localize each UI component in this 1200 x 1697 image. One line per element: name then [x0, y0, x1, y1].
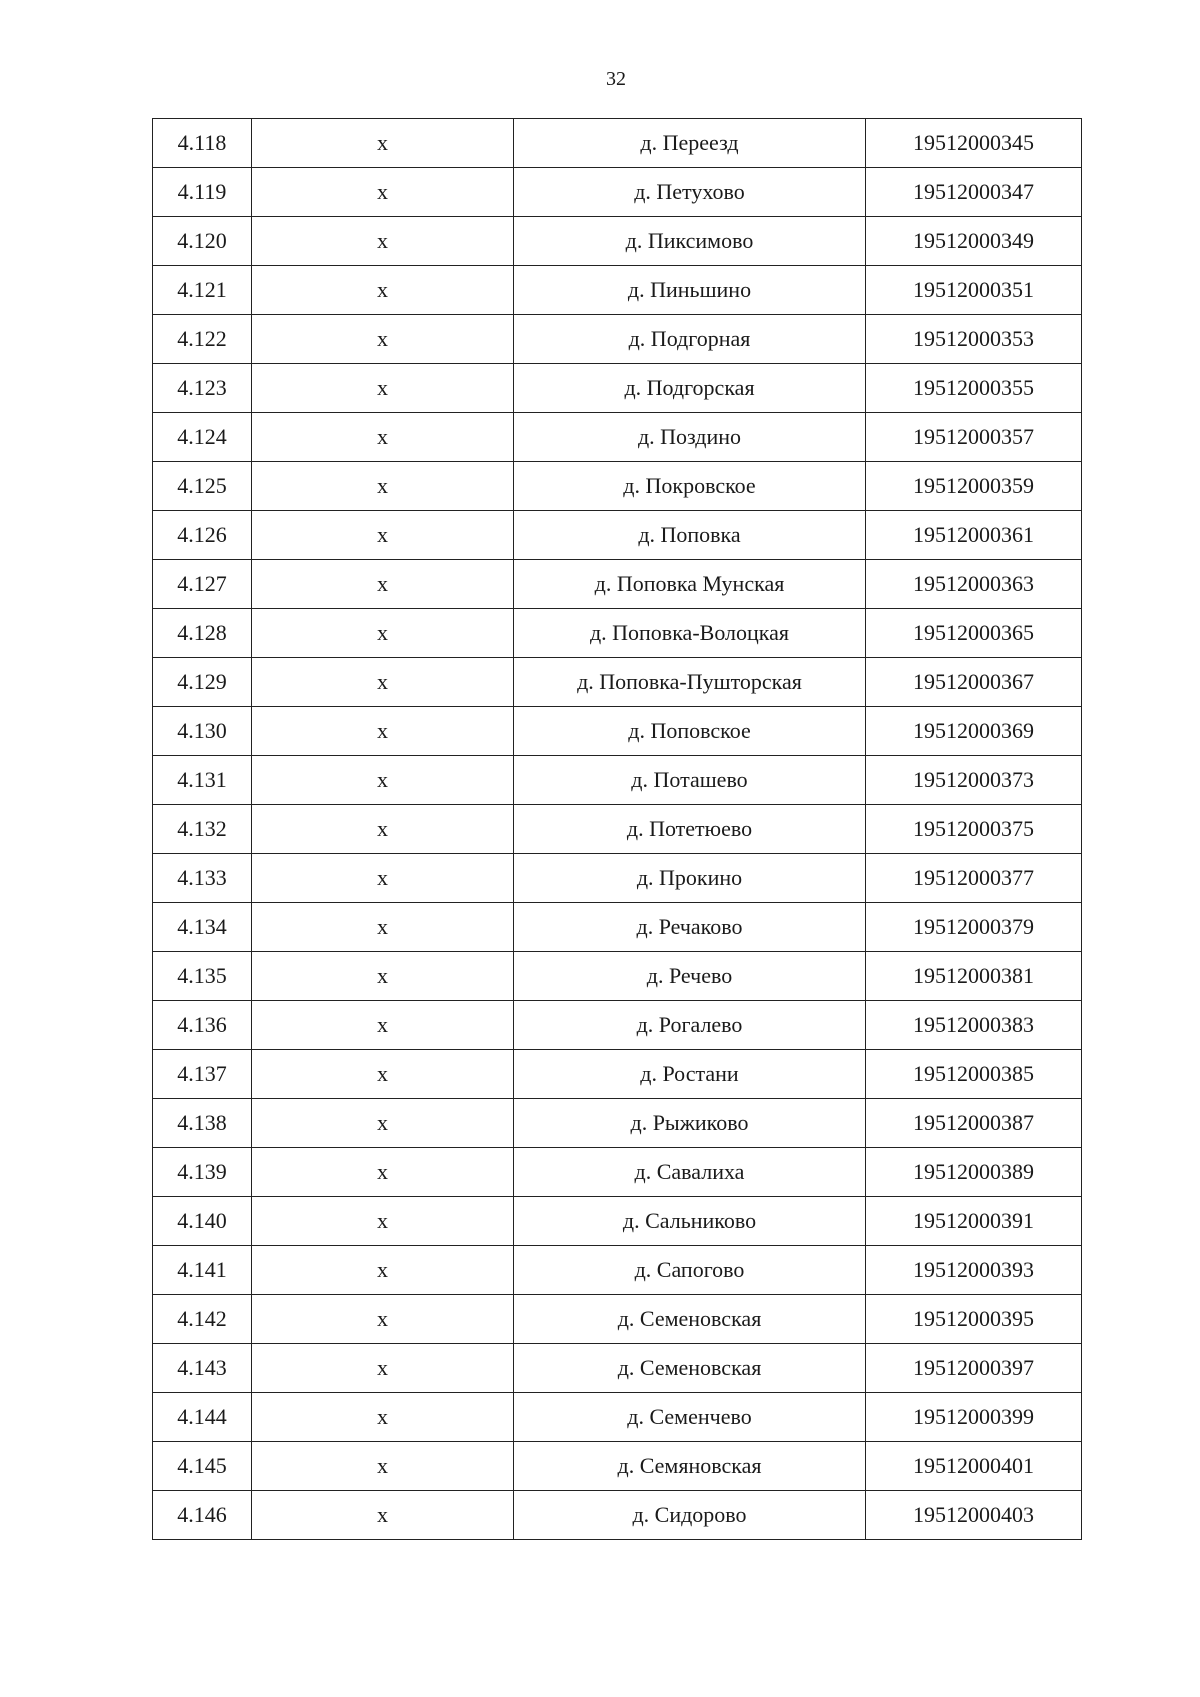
row-number-cell: 4.138 — [153, 1099, 252, 1148]
table-row — [153, 707, 1082, 756]
table-row — [153, 1295, 1082, 1344]
mark-cell: х — [252, 1001, 514, 1050]
settlement-name-cell: д. Поповка Мунская — [514, 560, 866, 609]
table-row — [153, 364, 1082, 413]
oktmo-code-cell: 19512000359 — [866, 462, 1082, 511]
oktmo-code-cell: 19512000385 — [866, 1050, 1082, 1099]
settlement-name-cell: д. Рогалево — [514, 1001, 866, 1050]
row-number-cell: 4.142 — [153, 1295, 252, 1344]
oktmo-code-cell: 19512000361 — [866, 511, 1082, 560]
mark-cell: х — [252, 511, 514, 560]
row-number-cell: 4.125 — [153, 462, 252, 511]
settlement-name-cell: д. Ростани — [514, 1050, 866, 1099]
mark-cell: х — [252, 168, 514, 217]
row-number-cell: 4.128 — [153, 609, 252, 658]
oktmo-code-cell: 19512000345 — [866, 119, 1082, 168]
table-row — [153, 1491, 1082, 1540]
mark-cell: х — [252, 1393, 514, 1442]
oktmo-code-cell: 19512000375 — [866, 805, 1082, 854]
table-row — [153, 1050, 1082, 1099]
page-number: 32 — [606, 68, 626, 90]
settlement-name-cell: д. Савалиха — [514, 1148, 866, 1197]
table-row — [153, 462, 1082, 511]
row-number-cell: 4.137 — [153, 1050, 252, 1099]
table-row — [153, 1344, 1082, 1393]
mark-cell: х — [252, 217, 514, 266]
settlement-name-cell: д. Петухово — [514, 168, 866, 217]
mark-cell: х — [252, 364, 514, 413]
row-number-cell: 4.127 — [153, 560, 252, 609]
oktmo-code-cell: 19512000381 — [866, 952, 1082, 1001]
row-number-cell: 4.118 — [153, 119, 252, 168]
settlement-name-cell: д. Семенчево — [514, 1393, 866, 1442]
settlement-name-cell: д. Семеновская — [514, 1295, 866, 1344]
settlement-name-cell: д. Семеновская — [514, 1344, 866, 1393]
oktmo-code-cell: 19512000353 — [866, 315, 1082, 364]
settlement-name-cell: д. Поповское — [514, 707, 866, 756]
oktmo-code-cell: 19512000365 — [866, 609, 1082, 658]
table-row — [153, 658, 1082, 707]
row-number-cell: 4.121 — [153, 266, 252, 315]
oktmo-code-cell: 19512000399 — [866, 1393, 1082, 1442]
row-number-cell: 4.139 — [153, 1148, 252, 1197]
row-number-cell: 4.141 — [153, 1246, 252, 1295]
oktmo-code-cell: 19512000373 — [866, 756, 1082, 805]
row-number-cell: 4.135 — [153, 952, 252, 1001]
mark-cell: х — [252, 1344, 514, 1393]
row-number-cell: 4.134 — [153, 903, 252, 952]
settlement-name-cell: д. Прокино — [514, 854, 866, 903]
settlement-name-cell: д. Речаково — [514, 903, 866, 952]
table-row — [153, 1246, 1082, 1295]
table-row — [153, 315, 1082, 364]
oktmo-code-cell: 19512000377 — [866, 854, 1082, 903]
mark-cell: х — [252, 560, 514, 609]
mark-cell: х — [252, 707, 514, 756]
table-row — [153, 756, 1082, 805]
oktmo-code-cell: 19512000391 — [866, 1197, 1082, 1246]
mark-cell: х — [252, 315, 514, 364]
settlement-name-cell: д. Семяновская — [514, 1442, 866, 1491]
table-row — [153, 560, 1082, 609]
settlement-name-cell: д. Поповка — [514, 511, 866, 560]
mark-cell: х — [252, 1295, 514, 1344]
oktmo-code-cell: 19512000395 — [866, 1295, 1082, 1344]
mark-cell: х — [252, 413, 514, 462]
table-row — [153, 266, 1082, 315]
oktmo-code-cell: 19512000349 — [866, 217, 1082, 266]
settlement-name-cell: д. Подгорская — [514, 364, 866, 413]
mark-cell: х — [252, 1148, 514, 1197]
mark-cell: х — [252, 658, 514, 707]
table-row — [153, 1099, 1082, 1148]
table-row — [153, 952, 1082, 1001]
row-number-cell: 4.140 — [153, 1197, 252, 1246]
mark-cell: х — [252, 119, 514, 168]
settlement-name-cell: д. Поповка-Волоцкая — [514, 609, 866, 658]
mark-cell: х — [252, 1491, 514, 1540]
settlement-name-cell: д. Сапогово — [514, 1246, 866, 1295]
oktmo-code-cell: 19512000363 — [866, 560, 1082, 609]
row-number-cell: 4.145 — [153, 1442, 252, 1491]
oktmo-code-cell: 19512000393 — [866, 1246, 1082, 1295]
row-number-cell: 4.126 — [153, 511, 252, 560]
mark-cell: х — [252, 1099, 514, 1148]
oktmo-code-cell: 19512000367 — [866, 658, 1082, 707]
row-number-cell: 4.136 — [153, 1001, 252, 1050]
settlement-name-cell: д. Поздино — [514, 413, 866, 462]
row-number-cell: 4.120 — [153, 217, 252, 266]
mark-cell: х — [252, 266, 514, 315]
oktmo-code-cell: 19512000401 — [866, 1442, 1082, 1491]
oktmo-code-cell: 19512000351 — [866, 266, 1082, 315]
settlement-name-cell: д. Пиксимово — [514, 217, 866, 266]
mark-cell: х — [252, 756, 514, 805]
row-number-cell: 4.131 — [153, 756, 252, 805]
row-number-cell: 4.132 — [153, 805, 252, 854]
table-row — [153, 1393, 1082, 1442]
mark-cell: х — [252, 1246, 514, 1295]
settlement-name-cell: д. Рыжиково — [514, 1099, 866, 1148]
oktmo-code-cell: 19512000369 — [866, 707, 1082, 756]
settlements-table — [152, 118, 1082, 1540]
settlement-name-cell: д. Поташево — [514, 756, 866, 805]
table-row — [153, 609, 1082, 658]
oktmo-code-cell: 19512000389 — [866, 1148, 1082, 1197]
mark-cell: х — [252, 1442, 514, 1491]
mark-cell: х — [252, 952, 514, 1001]
row-number-cell: 4.130 — [153, 707, 252, 756]
row-number-cell: 4.123 — [153, 364, 252, 413]
row-number-cell: 4.133 — [153, 854, 252, 903]
table-row — [153, 903, 1082, 952]
oktmo-code-cell: 19512000347 — [866, 168, 1082, 217]
settlement-name-cell: д. Сидорово — [514, 1491, 866, 1540]
table-row — [153, 168, 1082, 217]
table-body — [153, 119, 1082, 1540]
table-row — [153, 217, 1082, 266]
mark-cell: х — [252, 1050, 514, 1099]
oktmo-code-cell: 19512000355 — [866, 364, 1082, 413]
row-number-cell: 4.122 — [153, 315, 252, 364]
oktmo-code-cell: 19512000403 — [866, 1491, 1082, 1540]
table-row — [153, 1197, 1082, 1246]
oktmo-code-cell: 19512000357 — [866, 413, 1082, 462]
mark-cell: х — [252, 805, 514, 854]
settlement-name-cell: д. Подгорная — [514, 315, 866, 364]
settlement-name-cell: д. Покровское — [514, 462, 866, 511]
settlement-name-cell: д. Переезд — [514, 119, 866, 168]
mark-cell: х — [252, 1197, 514, 1246]
table-row — [153, 1001, 1082, 1050]
table-row — [153, 1442, 1082, 1491]
table-row — [153, 854, 1082, 903]
oktmo-code-cell: 19512000383 — [866, 1001, 1082, 1050]
settlement-name-cell: д. Поповка-Пушторская — [514, 658, 866, 707]
table-row — [153, 119, 1082, 168]
table-row — [153, 413, 1082, 462]
oktmo-code-cell: 19512000379 — [866, 903, 1082, 952]
row-number-cell: 4.119 — [153, 168, 252, 217]
oktmo-code-cell: 19512000397 — [866, 1344, 1082, 1393]
row-number-cell: 4.144 — [153, 1393, 252, 1442]
mark-cell: х — [252, 903, 514, 952]
row-number-cell: 4.129 — [153, 658, 252, 707]
mark-cell: х — [252, 462, 514, 511]
settlement-name-cell: д. Потетюево — [514, 805, 866, 854]
mark-cell: х — [252, 854, 514, 903]
mark-cell: х — [252, 609, 514, 658]
table-row — [153, 805, 1082, 854]
settlement-name-cell: д. Сальниково — [514, 1197, 866, 1246]
row-number-cell: 4.146 — [153, 1491, 252, 1540]
table-row — [153, 1148, 1082, 1197]
row-number-cell: 4.124 — [153, 413, 252, 462]
settlement-name-cell: д. Речево — [514, 952, 866, 1001]
row-number-cell: 4.143 — [153, 1344, 252, 1393]
table-row — [153, 511, 1082, 560]
settlement-name-cell: д. Пиньшино — [514, 266, 866, 315]
oktmo-code-cell: 19512000387 — [866, 1099, 1082, 1148]
